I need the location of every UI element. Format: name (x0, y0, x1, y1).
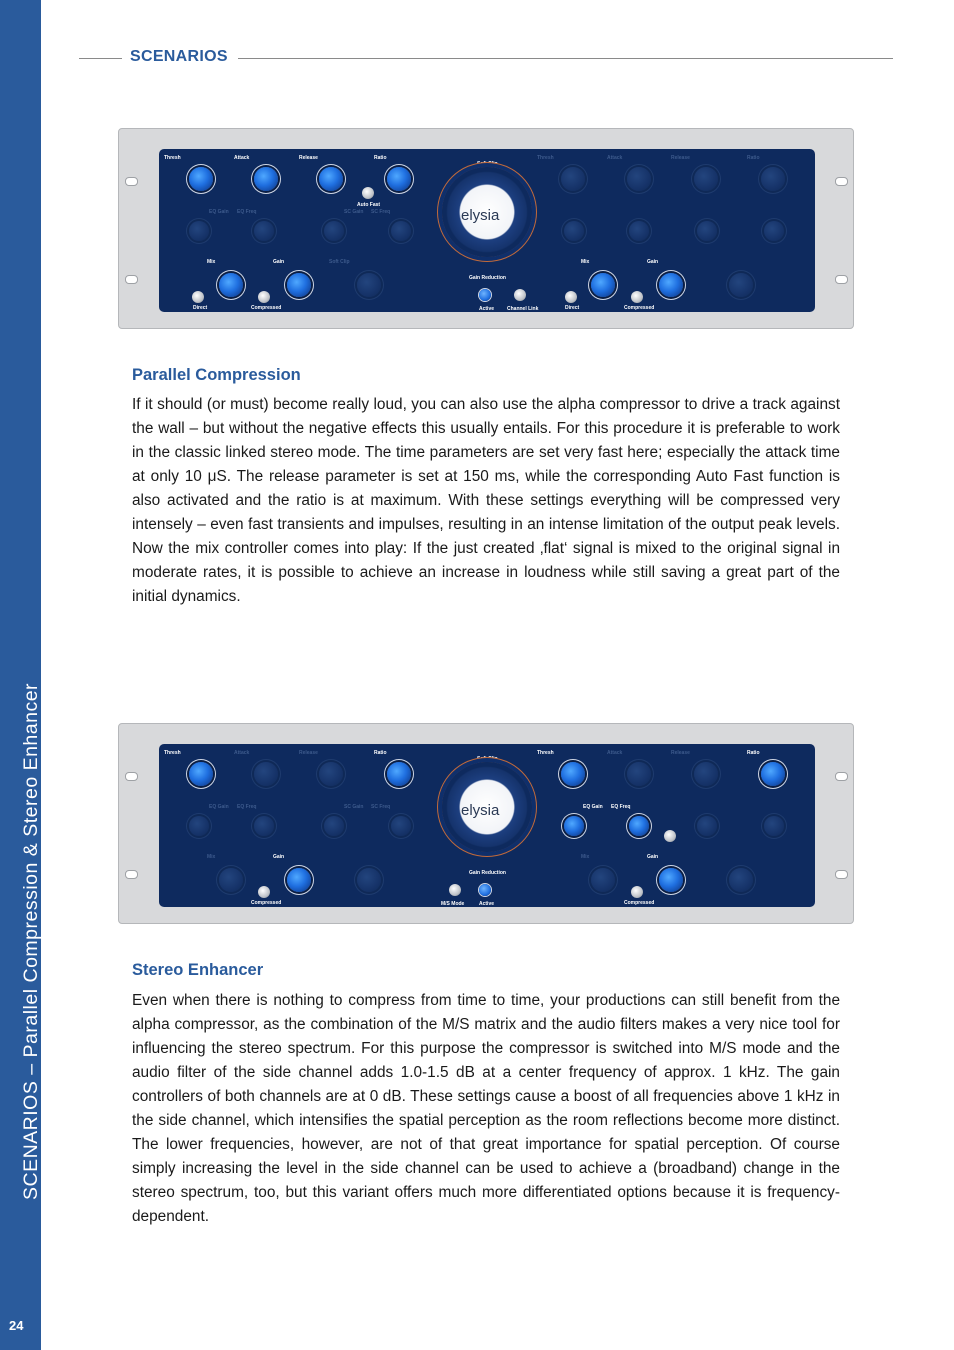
active-label: Active (479, 306, 495, 312)
device-panel (159, 149, 815, 312)
gain-knob (659, 273, 683, 297)
attack-label: Attack (234, 155, 250, 161)
device-panel (159, 744, 815, 907)
ms-mode-label: M/S Mode (441, 901, 465, 907)
active-button (479, 884, 491, 896)
release-knob (694, 167, 718, 191)
eq-freq-knob (254, 816, 274, 836)
compressed-button (631, 886, 643, 898)
attack-label: Attack (607, 155, 623, 161)
mix-label: Mix (207, 854, 216, 860)
direct-label: Direct (565, 305, 580, 311)
eq-gain-label: EQ Gain (583, 804, 603, 810)
sc-gain-label: SC Gain (344, 209, 364, 215)
section-heading-parallel-compression: Parallel Compression (132, 366, 301, 384)
release-label: Release (299, 155, 318, 161)
mix-knob (591, 273, 615, 297)
thresh-label: Thresh (537, 155, 554, 161)
auto-fast-label: Auto Fast (357, 202, 381, 208)
compressed-button (258, 886, 270, 898)
compressed-label: Compressed (624, 305, 655, 311)
gain-label: Gain (647, 854, 659, 860)
eq-gain-knob (189, 221, 209, 241)
release-knob (319, 167, 343, 191)
sidebar-title: SCENARIOS – Parallel Compression & Stereo Enhancer (20, 682, 42, 1200)
rack-hole (835, 870, 848, 879)
release-label: Release (299, 750, 318, 756)
eq-gain-knob (189, 816, 209, 836)
section-heading-stereo-enhancer: Stereo Enhancer (132, 961, 264, 979)
mix-knob (219, 868, 243, 892)
compressed-label: Compressed (624, 900, 655, 906)
compressed-label: Compressed (251, 900, 282, 906)
rack-hole (125, 772, 138, 781)
sc-gain-knob (324, 816, 344, 836)
gain-knob (287, 868, 311, 892)
direct-label: Direct (193, 305, 208, 311)
channel-link-button (514, 289, 526, 301)
eq-freq-knob (254, 221, 274, 241)
eq-freq-knob (629, 816, 649, 836)
gain-knob (659, 868, 683, 892)
ratio-knob (387, 762, 411, 786)
ms-mode-button (449, 884, 461, 896)
gain-label: Gain (273, 854, 285, 860)
gain-reduction-label: Gain Reduction (469, 275, 506, 281)
attack-knob (254, 762, 278, 786)
eq-gain-knob (564, 816, 584, 836)
ratio-knob (761, 762, 785, 786)
mix-label: Mix (581, 854, 590, 860)
sidebar (0, 0, 41, 1350)
sc-freq-label: SC Freq (371, 804, 391, 810)
rack-hole (835, 772, 848, 781)
release-knob (694, 762, 718, 786)
thresh-knob (189, 167, 213, 191)
release-knob (319, 762, 343, 786)
eq-gain-knob (564, 221, 584, 241)
sc-gain-label: SC Gain (344, 804, 364, 810)
header-rule-left (79, 58, 122, 59)
eq-freq-label: EQ Freq (237, 804, 257, 810)
attack-knob (627, 762, 651, 786)
compressed-label: Compressed (251, 305, 282, 311)
page-number: 24 (9, 1318, 24, 1333)
soft-clip-knob (357, 868, 381, 892)
thresh-label: Thresh (537, 750, 554, 756)
rack-hole (125, 177, 138, 186)
rack-hole (835, 177, 848, 186)
attack-knob (254, 167, 278, 191)
brand-logo: elysia (461, 207, 500, 224)
gain-knob (287, 273, 311, 297)
eq-freq-label: EQ Freq (611, 804, 631, 810)
sc-freq-knob (391, 221, 411, 241)
thresh-knob (561, 167, 585, 191)
soft-clip-knob (729, 868, 753, 892)
ratio-label: Ratio (374, 750, 387, 756)
active-button (479, 289, 491, 301)
eq-active-button (664, 830, 676, 842)
gain-reduction-label: Gain Reduction (469, 870, 506, 876)
sc-freq-label: SC Freq (371, 209, 391, 215)
soft-clip-label: Soft Clip (329, 259, 350, 265)
release-label: Release (671, 155, 690, 161)
section-header: SCENARIOS (130, 48, 228, 65)
thresh-knob (189, 762, 213, 786)
release-label: Release (671, 750, 690, 756)
mix-knob (591, 868, 615, 892)
rack-hole (835, 275, 848, 284)
channel-link-label: Channel Link (507, 306, 539, 312)
ratio-label: Ratio (747, 750, 760, 756)
ratio-knob (761, 167, 785, 191)
sc-freq-knob (391, 816, 411, 836)
device-image-parallel-compression (118, 128, 854, 329)
compressed-button (258, 291, 270, 303)
section-body-parallel-compression: If it should (or must) become really loud, you can also use the alpha compressor to drive a track against the wall – but without the negative effects this usually entails. For this procedure it is preferable to work in the classic linked stereo mode. The time parameters are set very fast here; especially the attack time at only 10 μS. The release parameter is set at 150 ms, while the corresponding Auto Fast function is also activated and the ratio is at maximum. With these settings everything will be compressed very intensely – even fast transients and impulses, resulting in an intense limitation of the output peak levels. Now the mix controller comes into play: If the just created ‚flat‘ signal is mixed to the original signal in moderate rates, it is possible to achieve an increase in loudness while still saving a great part of the initial dynamics. (132, 396, 840, 605)
soft-clip-knob (729, 273, 753, 297)
soft-clip-led-label: Soft Clip (477, 756, 498, 762)
sc-freq-knob (764, 816, 784, 836)
soft-clip-led-label: Soft Clip (477, 161, 498, 167)
sc-freq-knob (764, 221, 784, 241)
mix-knob (219, 273, 243, 297)
mix-label: Mix (581, 259, 590, 265)
device-image-stereo-enhancer (118, 723, 854, 924)
soft-clip-knob (357, 273, 381, 297)
rack-hole (125, 275, 138, 284)
eq-freq-knob (629, 221, 649, 241)
thresh-label: Thresh (164, 750, 181, 756)
section-body-stereo-enhancer: Even when there is nothing to compress from time to time, your productions can still benefit from the alpha compressor, as the combination of the M/S matrix and the audio filters makes a very nice tool for influencing the stereo spectrum. For this purpose the compressor is switched into M/S mode and the audio filter of the side channel adds 1.0-1.5 dB at a center frequency of approx. 1 kHz. The gain controllers of both channels are at 0 dB. These settings cause a boost of all frequencies above 1 kHz in the side channel, which intensifies the spatial perception as the room reflections become more distinct. The lower frequencies, however, are not of that great importance for spatial perception. Of course simply increasing the level in the side channel can be used to achieve a (broadband) change in the stereo spectrum, too, but this variant offers much more differentiated options because it is frequency-dependent. (132, 992, 840, 1225)
eq-freq-label: EQ Freq (237, 209, 257, 215)
ratio-label: Ratio (747, 155, 760, 161)
ratio-knob (387, 167, 411, 191)
mix-label: Mix (207, 259, 216, 265)
sc-gain-knob (324, 221, 344, 241)
attack-label: Attack (234, 750, 250, 756)
eq-gain-label: EQ Gain (209, 804, 229, 810)
ratio-label: Ratio (374, 155, 387, 161)
direct-button (192, 291, 204, 303)
rack-hole (125, 870, 138, 879)
eq-gain-label: EQ Gain (209, 209, 229, 215)
brand-logo: elysia (461, 802, 500, 819)
attack-label: Attack (607, 750, 623, 756)
header-rule-right (238, 58, 893, 59)
thresh-knob (561, 762, 585, 786)
compressed-button (631, 291, 643, 303)
gain-label: Gain (647, 259, 659, 265)
active-label: Active (479, 901, 495, 907)
auto-fast-button (362, 187, 374, 199)
thresh-label: Thresh (164, 155, 181, 161)
gain-label: Gain (273, 259, 285, 265)
sc-gain-knob (697, 816, 717, 836)
direct-button (565, 291, 577, 303)
attack-knob (627, 167, 651, 191)
sc-gain-knob (697, 221, 717, 241)
